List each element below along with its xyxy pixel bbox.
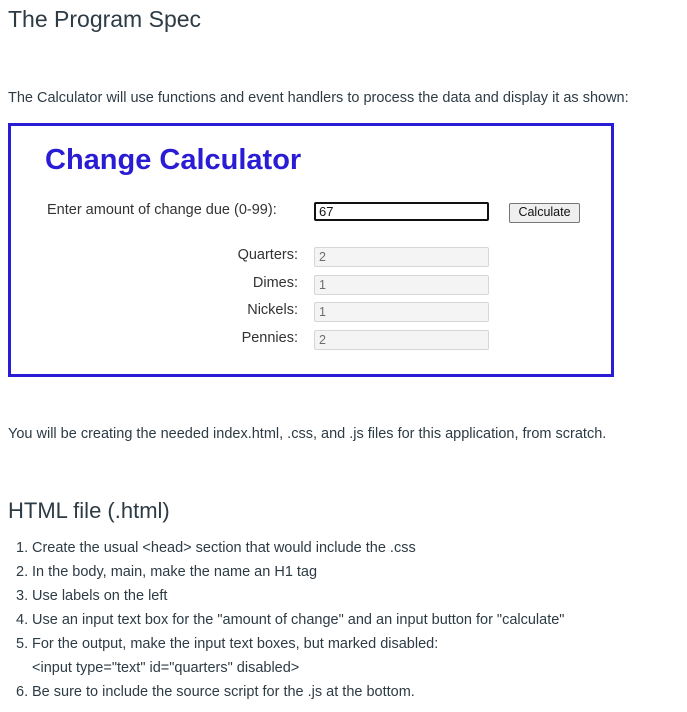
instructions-paragraph: You will be creating the needed index.html, .css, and .js files for this application, from scratch. xyxy=(8,426,607,442)
list-item: 2. In the body, main, make the name an H1 tag xyxy=(16,564,318,580)
page-title: The Program Spec xyxy=(8,6,202,32)
list-item-code: <input type="text" id="quarters" disabled> xyxy=(32,660,300,676)
calculator-screenshot xyxy=(8,123,614,377)
quarters-label: Quarters: xyxy=(237,247,298,263)
steps-list xyxy=(16,539,564,707)
calculator-title: Change Calculator xyxy=(45,144,302,176)
quarters-output: 2 xyxy=(314,247,489,267)
list-item: 3. Use labels on the left xyxy=(16,588,168,604)
list-item: 4. Use an input text box for the "amount of change" and an input button for "calculate" xyxy=(16,612,565,628)
dimes-label: Dimes: xyxy=(252,275,298,291)
pennies-output: 2 xyxy=(314,330,489,350)
list-item: 1. Create the usual <head> section that would include the .css xyxy=(16,540,416,556)
pennies-label: Pennies: xyxy=(241,330,298,346)
intro-text: The Calculator will use functions and event handlers to process the data and display it as shown: xyxy=(8,90,629,106)
dimes-output: 1 xyxy=(314,275,489,295)
section-title: HTML file (.html) xyxy=(8,498,170,523)
list-item: 5. For the output, make the input text boxes, but marked disabled: xyxy=(16,636,439,652)
nickels-output: 1 xyxy=(314,302,489,322)
amount-input[interactable]: 67 xyxy=(314,202,489,221)
calculate-button[interactable]: Calculate xyxy=(509,203,580,223)
list-item: 6. Be sure to include the source script for the .js at the bottom. xyxy=(16,684,415,700)
nickels-label: Nickels: xyxy=(247,302,298,318)
amount-label: Enter amount of change due (0-99): xyxy=(47,202,277,218)
